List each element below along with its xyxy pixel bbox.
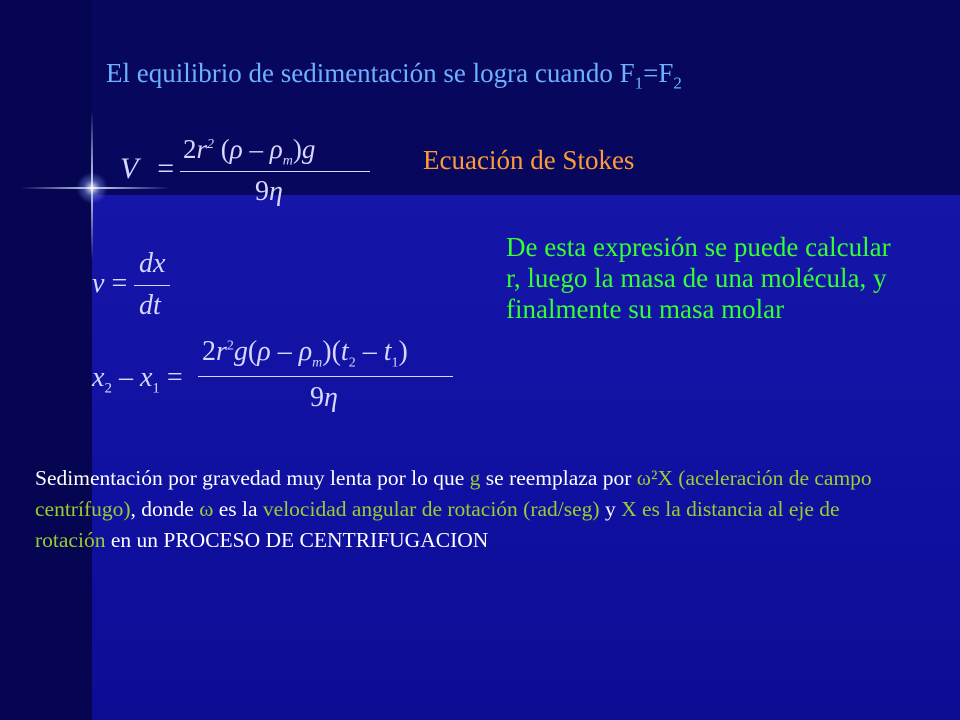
background-left-band bbox=[0, 0, 92, 720]
light-flare-glow bbox=[76, 172, 108, 204]
explanation-note: De esta expresión se puede calcular r, luego la masa de una molécula, y finalmente su masa molar bbox=[506, 232, 891, 324]
centrifugation-paragraph: Sedimentación por gravedad muy lenta por lo que g se reemplaza por ω²X (aceleración de campo centrífugo), donde ω es la velocidad angular de rotación (rad/seg) y X es la distancia al eje de rotación en un PROCESO DE CENTRIFUGACION bbox=[35, 466, 872, 552]
slide-title: El equilibrio de sedimentación se logra cuando $F_1=F_2$ bbox=[106, 58, 682, 93]
stokes-label: Ecuación de Stokes bbox=[423, 145, 635, 175]
